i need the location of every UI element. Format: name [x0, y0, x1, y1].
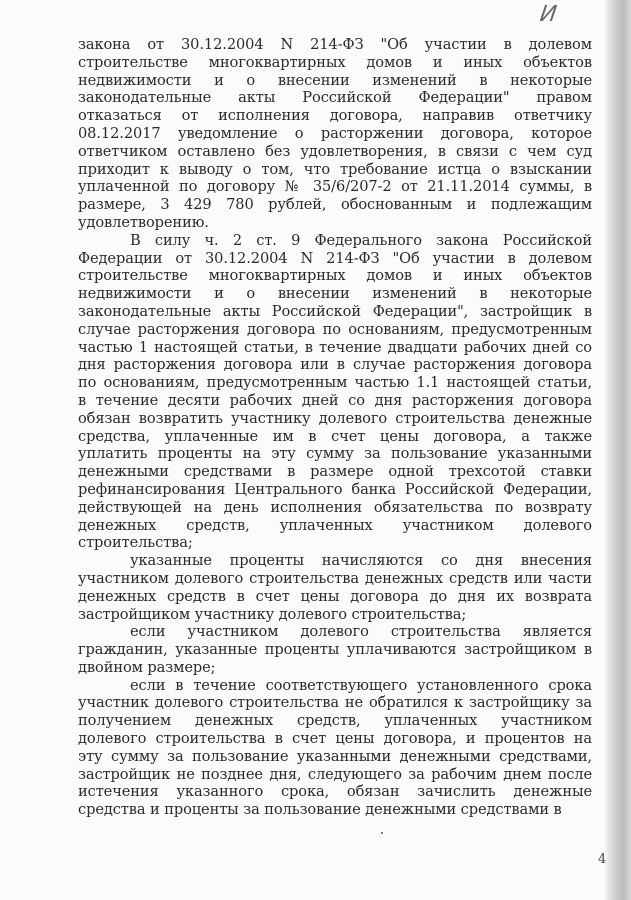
text-line: случае расторжения договора по основаниям, предусмотренным — [78, 320, 592, 338]
text-line: эту сумму за пользование указанными денежными средствами, — [78, 747, 592, 765]
text-line: приходит к выводу о том, что требование истца о взыскании — [78, 160, 592, 178]
text-line: законодательные акты Российской Федерации", застройщик в — [78, 302, 592, 320]
text-line: уплатить проценты на эту сумму за пользование указанными — [78, 445, 592, 463]
paragraph — [78, 623, 592, 676]
paragraph — [78, 36, 592, 232]
text-line: получением денежных средств, уплаченных участником — [78, 712, 592, 730]
text-line: денежных средств, уплаченных участником долевого — [78, 516, 592, 534]
text-line: В силу ч. 2 ст. 9 Федерального закона Российской — [130, 231, 592, 249]
text-line: строительстве многоквартирных домов и иных объектов — [78, 53, 592, 71]
text-line: участник долевого строительства не обратился к застройщику за — [78, 694, 592, 712]
text-line: закона от 30.12.2004 N 214-ФЗ "Об участии в долевом — [78, 36, 592, 53]
text-line: ответчиком оставлено без удовлетворения, в связи с чем суд — [78, 142, 592, 160]
text-line: застройщиком участнику долевого строительства; — [78, 605, 467, 623]
text-line: действующей на день исполнения обязательства по возврату — [78, 498, 592, 516]
paragraph — [78, 552, 592, 623]
text-line: строительстве многоквартирных домов и иных объектов — [78, 267, 592, 285]
handwritten-mark: И — [538, 2, 559, 27]
text-line: дня расторжения договора или в случае расторжения договора — [78, 356, 592, 374]
text-line: если в течение соответствующего установленного срока — [130, 676, 592, 694]
text-line: двойном размере; — [78, 658, 216, 676]
text-line: удовлетворению. — [78, 213, 209, 231]
text-line: средства, уплаченные им в счет цены договора, а также — [78, 427, 592, 445]
text-line: гражданин, указанные проценты уплачиваются застройщиком в — [78, 641, 592, 659]
text-line: указанные проценты начисляются со дня внесения — [130, 552, 592, 570]
text-line: истечения указанного срока, обязан зачислить денежные — [78, 783, 592, 801]
text-line: недвижимости и о внесении изменений в некоторые — [78, 285, 592, 303]
text-line: долевого строительства в счет цены договора, и процентов на — [78, 730, 592, 748]
text-line: 08.12.2017 уведомление о расторжении договора, которое — [78, 124, 592, 142]
text-line: денежными средствами в размере одной трехсотой ставки — [78, 463, 592, 481]
text-line: денежных средств в счет цены договора до дня их возврата — [78, 587, 592, 605]
paragraph — [78, 232, 592, 552]
text-line: недвижимости и о внесении изменений в некоторые — [78, 71, 592, 89]
text-line: рефинансирования Центрального банка Российской Федерации, — [78, 480, 592, 498]
text-line: застройщик не позднее дня, следующего за рабочим днем после — [78, 765, 592, 783]
scan-speck — [381, 832, 383, 834]
paragraph — [78, 677, 592, 819]
text-line: в течение десяти рабочих дней со дня расторжения договора — [78, 391, 592, 409]
document-body — [78, 36, 592, 819]
text-line: Федерации от 30.12.2004 N 214-ФЗ "Об участии в долевом — [78, 249, 592, 267]
text-line: отказаться от исполнения договора, направив ответчику — [78, 107, 592, 125]
text-line: обязан возвратить участнику долевого строительства денежные — [78, 409, 592, 427]
page-number: 4 — [598, 852, 607, 867]
text-line: законодательные акты Российской Федерации" правом — [78, 89, 592, 107]
text-line: уплаченной по договору № 35/6/207-2 от 21.11.2014 суммы, в — [78, 178, 592, 196]
text-line: частью 1 настоящей статьи, в течение двадцати рабочих дней со — [78, 338, 592, 356]
scan-edge-shadow — [605, 0, 631, 900]
text-line: если участником долевого строительства является — [130, 623, 592, 641]
text-line: участником долевого строительства денежных средств или части — [78, 569, 592, 587]
text-line: по основаниям, предусмотренным частью 1.1 настоящей статьи, — [78, 374, 592, 392]
text-line: размере, 3 429 780 рублей, обоснованным и подлежащим — [78, 196, 592, 214]
text-line: строительства; — [78, 534, 193, 552]
text-line: средства и проценты за пользование денежными средствами в — [78, 801, 562, 819]
